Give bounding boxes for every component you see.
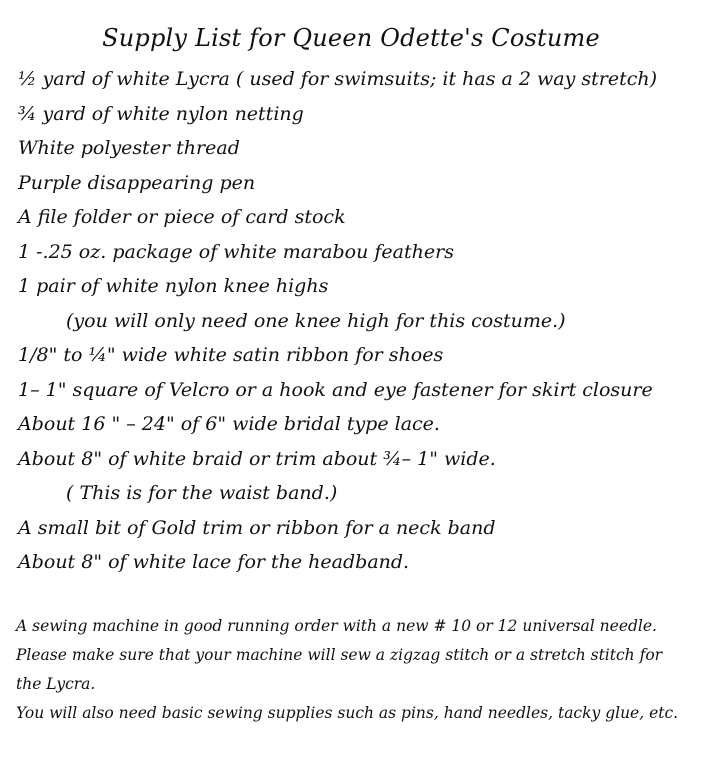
supply-item: About 16 " – 24" of 6" wide bridal type lace. [18,413,440,435]
supply-item: Purple disappearing pen [18,171,256,194]
page-title: Supply List for Queen Odette's Costume [102,24,600,52]
supply-item: ½ yard of white Lycra ( used for swimsuits; it has a 2 way stretch) [18,68,657,90]
supply-item: About 8" of white braid or trim about ¾– 1" wide. [18,447,496,470]
supply-item: 1/8" to ¼" wide white satin ribbon for shoes [18,344,444,366]
supply-item: About 8" of white lace for the headband. [18,551,410,573]
supply-item: A small bit of Gold trim or ribbon for a neck band [18,516,496,539]
supply-item: 1 -.25 oz. package of white marabou feathers [18,240,454,263]
supply-list [18,62,657,580]
supply-item: 1 pair of white nylon knee highs [18,275,329,297]
supply-item: ¾ yard of white nylon netting [18,102,304,125]
supply-item: 1– 1" square of Velcro or a hook and eye fastener for skirt closure [18,378,653,401]
supply-item-note: ( This is for the waist band.) [66,482,338,504]
supply-item-note: (you will only need one knee high for this costume.) [66,309,566,332]
sewing-machine-note: A sewing machine in good running order with a new # 10 or 12 universal needle. Please make sure that your machine will sew a zigzag stitch or a stretch stitch for the Lycra. [16,617,663,693]
supply-item: A file folder or piece of card stock [18,206,346,228]
notes-section [16,612,692,728]
sewing-supplies-note: You will also need basic sewing supplies such as pins, hand needles, tacky glue, etc. [16,704,679,722]
supply-item: White polyester thread [18,137,240,159]
